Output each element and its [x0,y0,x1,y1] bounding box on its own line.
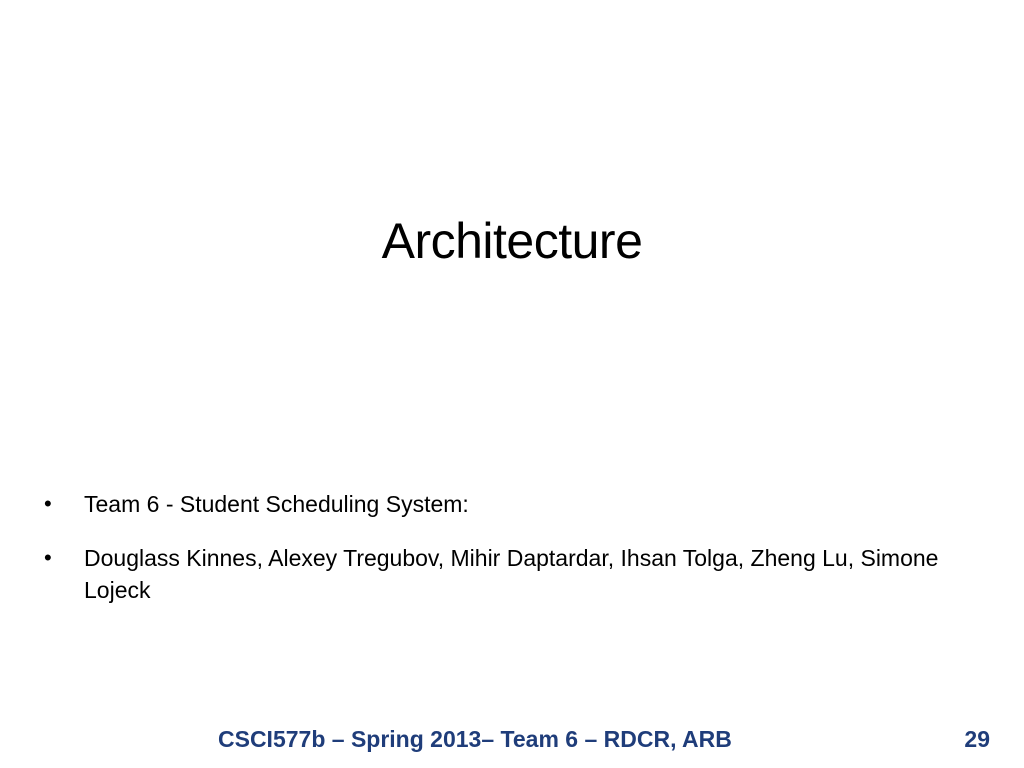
bullet-list [44,488,944,628]
page-number: 29 [964,726,990,752]
bullet-item-members [44,542,944,606]
bullet-item-team [44,488,944,520]
bullet-text-team: Team 6 - Student Scheduling System: [84,491,469,517]
bullet-icon: • [44,545,52,570]
slide-title: Architecture [381,213,643,269]
bullet-text-members: Douglass Kinnes, Alexey Tregubov, Mihir Daptardar, Ihsan Tolga, Zheng Lu, Simone Lojeck [84,545,939,603]
bullet-icon: • [44,491,52,516]
slide-footer: CSCI577b – Spring 2013– Team 6 – RDCR, ARB [218,726,732,752]
